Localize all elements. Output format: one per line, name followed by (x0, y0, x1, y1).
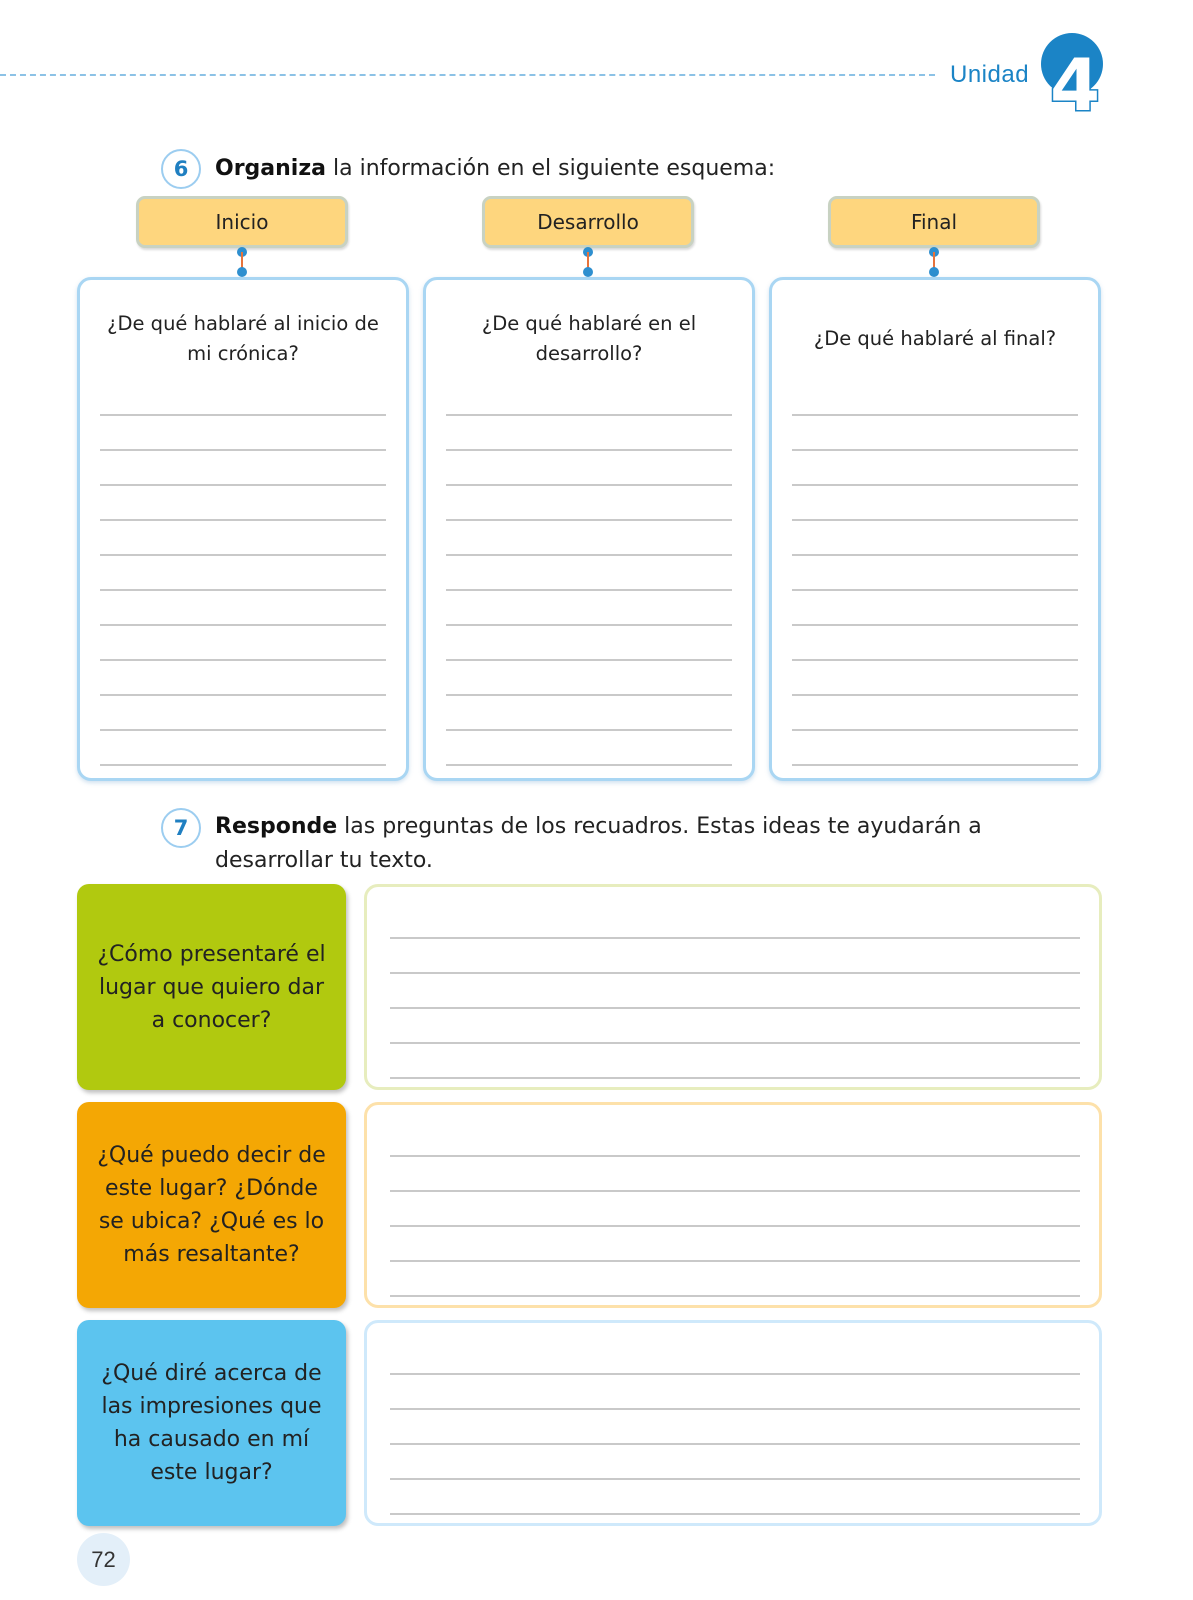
activity-6-verb: Organiza (215, 156, 326, 181)
page-number: 72 (77, 1533, 130, 1586)
writing-line[interactable] (446, 694, 732, 696)
unit-number: 4 (1049, 43, 1101, 120)
writing-line[interactable] (390, 1478, 1080, 1480)
label-final: Final (828, 196, 1040, 248)
activity-6-instruction (215, 152, 1065, 186)
writing-line[interactable] (792, 589, 1078, 591)
activity-7-verb: Responde (215, 814, 338, 839)
label-inicio: Inicio (136, 196, 348, 248)
writing-line[interactable] (390, 1295, 1080, 1297)
writing-line[interactable] (100, 554, 386, 556)
writing-line[interactable] (792, 449, 1078, 451)
writing-line[interactable] (390, 937, 1080, 939)
column-desarrollo-question: ¿De qué hablaré en el desarrollo? (481, 312, 697, 365)
writing-line[interactable] (792, 624, 1078, 626)
writing-line[interactable] (792, 729, 1078, 731)
writing-line[interactable] (390, 1260, 1080, 1262)
question-card-location: ¿Qué puedo decir de este lugar? ¿Dónde se ubica? ¿Qué es lo más resaltante? (77, 1102, 346, 1308)
writing-line[interactable] (390, 1443, 1080, 1445)
writing-line[interactable] (100, 589, 386, 591)
writing-line[interactable] (100, 659, 386, 661)
column-final-box (769, 277, 1101, 781)
writing-line[interactable] (792, 659, 1078, 661)
writing-line[interactable] (100, 624, 386, 626)
answer-box-impressions (364, 1320, 1102, 1526)
writing-line[interactable] (100, 519, 386, 521)
writing-line[interactable] (390, 1042, 1080, 1044)
column-desarrollo-box (423, 277, 755, 781)
writing-line[interactable] (446, 729, 732, 731)
writing-line[interactable] (446, 449, 732, 451)
column-inicio-box (77, 277, 409, 781)
writing-line[interactable] (446, 414, 732, 416)
connector-inicio (235, 247, 249, 277)
writing-line[interactable] (390, 1408, 1080, 1410)
writing-line[interactable] (446, 484, 732, 486)
writing-line[interactable] (446, 764, 732, 766)
answer-box-presentation (364, 884, 1102, 1090)
writing-line[interactable] (390, 1190, 1080, 1192)
unit-label: Unidad (950, 61, 1030, 88)
writing-line[interactable] (792, 484, 1078, 486)
connector-final (927, 247, 941, 277)
writing-line[interactable] (100, 764, 386, 766)
activity-7-instruction (215, 810, 1015, 878)
writing-line[interactable] (792, 554, 1078, 556)
writing-line[interactable] (100, 694, 386, 696)
writing-line[interactable] (792, 694, 1078, 696)
writing-line[interactable] (100, 414, 386, 416)
writing-line[interactable] (390, 1225, 1080, 1227)
activity-7-number: 7 (161, 808, 201, 848)
writing-line[interactable] (390, 972, 1080, 974)
writing-line[interactable] (100, 729, 386, 731)
writing-line[interactable] (390, 1373, 1080, 1375)
activity-6-number: 6 (161, 149, 201, 189)
writing-line[interactable] (446, 554, 732, 556)
writing-line[interactable] (446, 659, 732, 661)
writing-line[interactable] (390, 1007, 1080, 1009)
writing-line[interactable] (100, 449, 386, 451)
writing-line[interactable] (446, 519, 732, 521)
column-inicio-question: ¿De qué hablaré al inicio de mi crónica? (107, 312, 379, 365)
activity-7-text: las preguntas de los recuadros. Estas ideas te ayudarán a desarrollar tu texto. (215, 814, 982, 873)
unit-number-badge (1040, 30, 1110, 120)
column-final-question: ¿De qué hablaré al final? (813, 327, 1057, 350)
question-card-presentation: ¿Cómo presentaré el lugar que quiero dar a conocer? (77, 884, 346, 1090)
writing-line[interactable] (390, 1513, 1080, 1515)
header-dashed-line (0, 74, 935, 76)
activity-6-text: la información en el siguiente esquema: (326, 156, 776, 181)
writing-line[interactable] (390, 1077, 1080, 1079)
connector-desarrollo (581, 247, 595, 277)
label-desarrollo: Desarrollo (482, 196, 694, 248)
writing-line[interactable] (792, 414, 1078, 416)
writing-line[interactable] (446, 624, 732, 626)
question-card-impressions: ¿Qué diré acerca de las impresiones que ha causado en mí este lugar? (77, 1320, 346, 1526)
writing-line[interactable] (446, 589, 732, 591)
writing-line[interactable] (390, 1155, 1080, 1157)
writing-line[interactable] (100, 484, 386, 486)
answer-box-location (364, 1102, 1102, 1308)
writing-line[interactable] (792, 519, 1078, 521)
writing-line[interactable] (792, 764, 1078, 766)
